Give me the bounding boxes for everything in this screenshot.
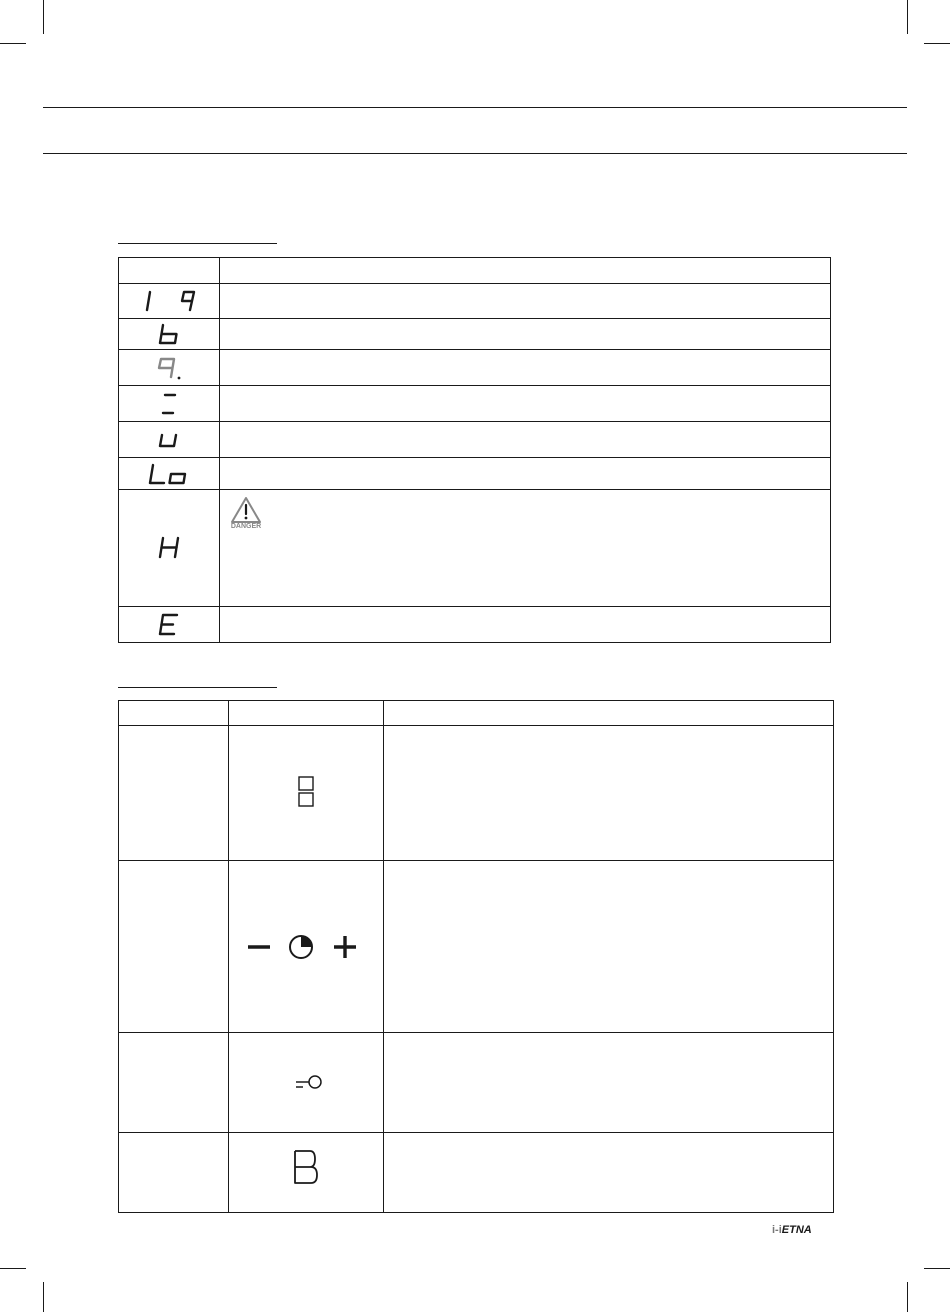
- table-row: [119, 422, 831, 458]
- table-row: [119, 350, 831, 386]
- display-b: [119, 319, 220, 350]
- crop-mark: [43, 1282, 44, 1312]
- display-lo: [119, 458, 220, 490]
- crop-mark: [907, 1282, 908, 1312]
- crop-mark: [907, 0, 908, 34]
- table-row: [119, 1033, 834, 1133]
- table-row: [119, 319, 831, 350]
- logo-mark: i-i: [772, 1224, 782, 1236]
- brand-logo: [772, 1224, 812, 1236]
- section-heading-rule: [118, 687, 277, 688]
- table-row: [119, 386, 831, 422]
- display-u: [119, 422, 220, 458]
- boost-b-icon: [291, 1149, 321, 1185]
- display-h: [119, 490, 220, 607]
- display-1-9: [119, 284, 220, 319]
- plus-icon: [334, 936, 356, 958]
- header-rule-bottom: [43, 153, 907, 154]
- table-row: [119, 458, 831, 490]
- table-row: [119, 490, 831, 607]
- crop-mark: [924, 43, 950, 44]
- display-codes-table: [118, 257, 831, 643]
- table-row: [119, 607, 831, 643]
- table-header-row: [119, 701, 834, 726]
- logo-text: ETNA: [781, 1224, 812, 1236]
- danger-warning: [226, 496, 266, 531]
- table-row: [119, 284, 831, 319]
- crop-mark: [0, 1268, 26, 1269]
- table-row: [119, 726, 834, 861]
- display-e: [119, 607, 220, 643]
- key-lock-icon: [286, 1073, 326, 1093]
- table-row: [119, 1133, 834, 1213]
- controls-table: [118, 700, 834, 1213]
- timer-minus-plus-icon: [246, 932, 366, 962]
- table-header-row: [119, 258, 831, 284]
- crop-mark: [0, 43, 26, 44]
- table-row: [119, 861, 834, 1033]
- display-9-dot: [119, 350, 220, 386]
- warning-triangle-icon: [230, 496, 262, 524]
- section-heading-rule: [118, 243, 277, 244]
- danger-label: DANGER: [230, 523, 262, 530]
- display-dashes: [119, 386, 220, 422]
- zone-squares-icon: [296, 773, 316, 813]
- header-rule-top: [43, 107, 907, 108]
- crop-mark: [924, 1268, 950, 1269]
- crop-mark: [43, 0, 44, 34]
